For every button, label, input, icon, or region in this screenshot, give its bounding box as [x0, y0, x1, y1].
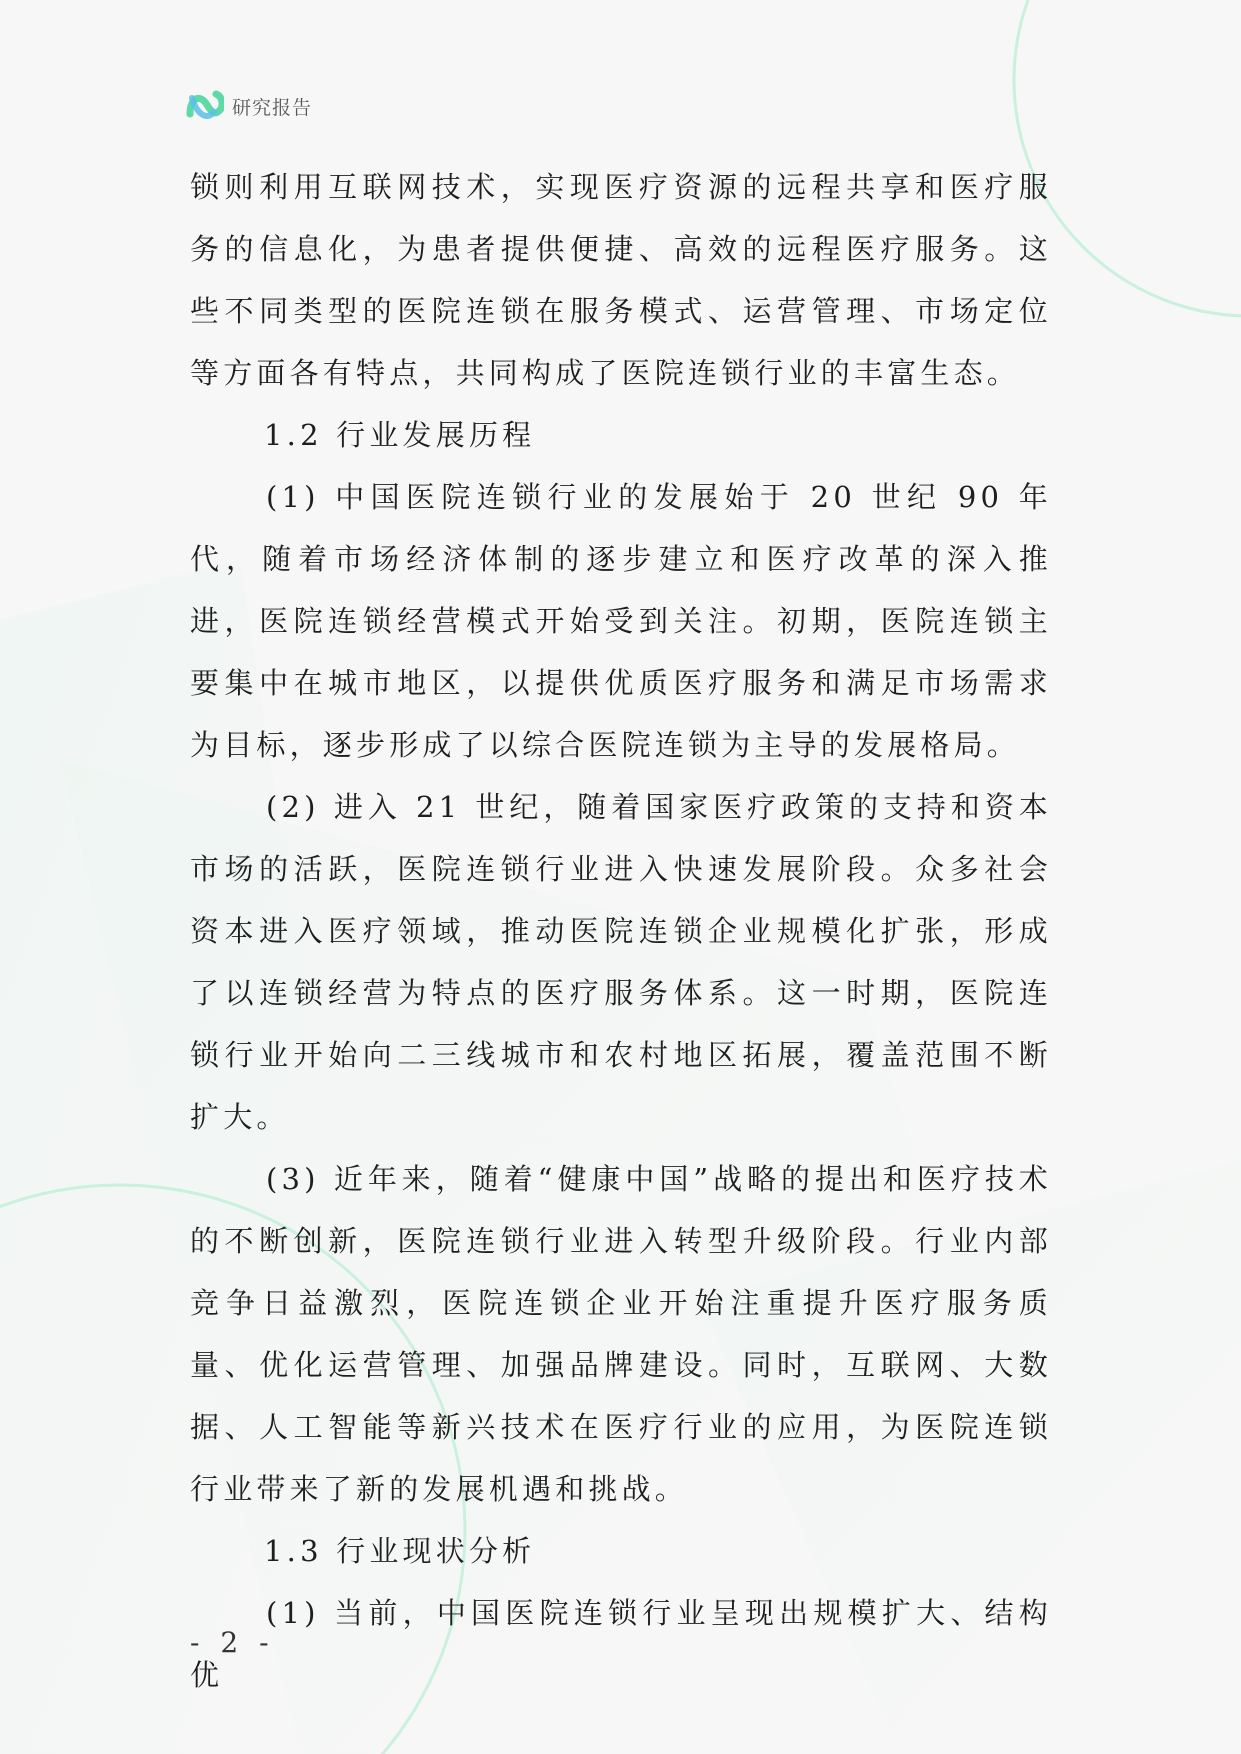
report-header — [186, 88, 312, 124]
paragraph: (1) 当前，中国医院连锁行业呈现出规模扩大、结构优 — [190, 1596, 1052, 1692]
paragraph: 锁则利用互联网技术，实现医疗资源的远程共享和医疗服务的信息化，为患者提供便捷、高效的远程医疗服务。这些不同类型的医院连锁在服务模式、运营管理、市场定位等方面各有特点，共同构成了医院连锁行业的丰富生态。 — [190, 170, 1052, 390]
page-number: - 2 - — [190, 1626, 275, 1659]
paragraph: (2) 进入 21 世纪，随着国家医疗政策的支持和资本市场的活跃，医院连锁行业进入快速发展阶段。众多社会资本进入医疗领域，推动医院连锁企业规模化扩张，形成了以连锁经营为特点的医疗服务体系。这一时期，医院连锁行业开始向二三线城市和农村地区拓展，覆盖范围不断扩大。 — [190, 790, 1052, 1134]
paragraph: (3) 近年来，随着“健康中国”战略的提出和医疗技术的不断创新，医院连锁行业进入转型升级阶段。行业内部竞争日益激烈，医院连锁企业开始注重提升医疗服务质量、优化运营管理、加强品牌建设。同时，互联网、大数据、人工智能等新兴技术在医疗行业的应用，为医院连锁行业带来了新的发展机遇和挑战。 — [190, 1162, 1052, 1506]
paragraph: (1) 中国医院连锁行业的发展始于 20 世纪 90 年代，随着市场经济体制的逐步建立和医疗改革的深入推进，医院连锁经营模式开始受到关注。初期，医院连锁主要集中在城市地区，以提供优质医疗服务和满足市场需求为目标，逐步形成了以综合医院连锁为主导的发展格局。 — [190, 480, 1052, 762]
section-heading: 1.2 行业发展历程 — [264, 418, 536, 452]
section-heading: 1.3 行业现状分析 — [264, 1534, 536, 1568]
header-title: 研究报告 — [232, 96, 313, 119]
document-body — [190, 156, 1052, 1706]
brand-logo-icon — [186, 88, 224, 124]
